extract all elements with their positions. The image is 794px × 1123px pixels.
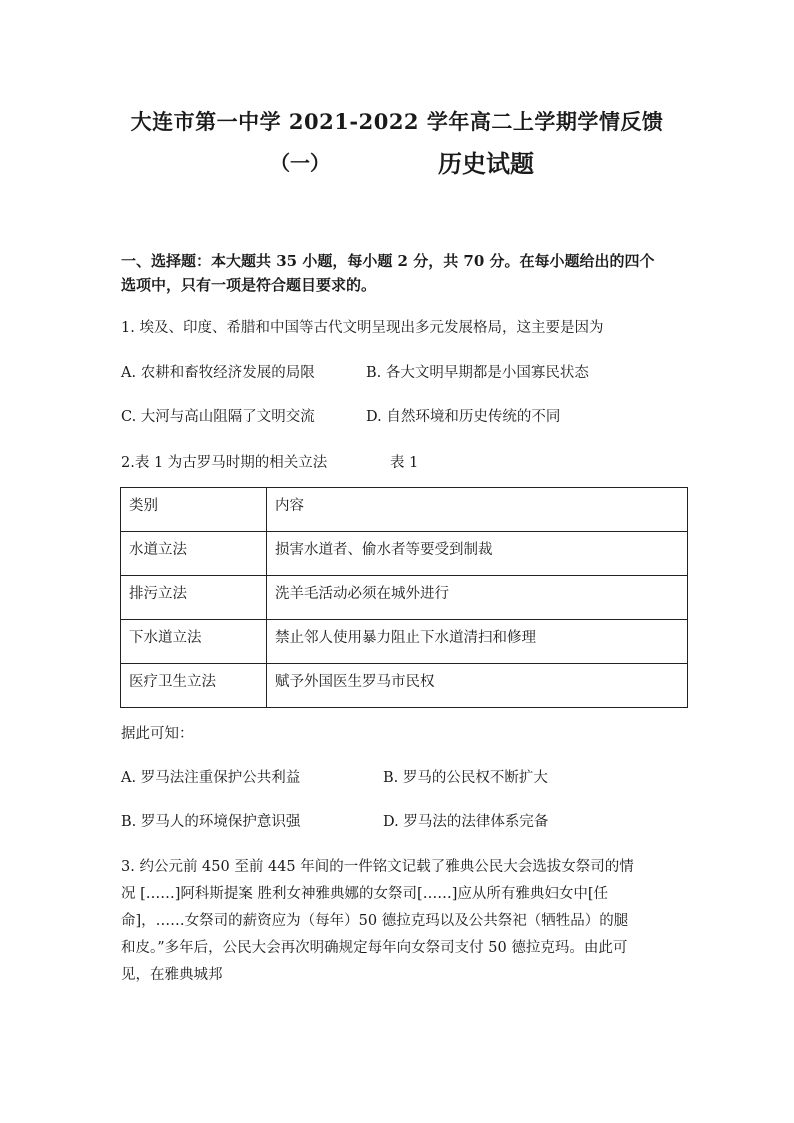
table-row <box>121 532 688 576</box>
q3-line4: 和皮。”多年后，公民大会再次明确规定每年向女祭司支付 50 德拉克玛。由此可 <box>121 940 628 956</box>
exam-subject-title: 历史试题 <box>438 149 534 178</box>
table-cell: 洗羊毛活动必须在城外进行 <box>267 576 688 620</box>
table-cell: 赋予外国医生罗马市民权 <box>267 664 688 708</box>
q2-table-caption: 表 1 <box>390 455 419 471</box>
q1-option-d: D. 自然环境和历史传统的不同 <box>366 409 561 425</box>
q3-line2: 况 [……]阿科斯提案 胜利女神雅典娜的女祭司[……]应从所有雅典妇女中[任 <box>121 886 609 902</box>
q3-line3: 命]，……女祭司的薪资应为（每年）50 德拉克玛以及公共祭祀（牺牲品）的腿 <box>121 913 629 929</box>
table-row <box>121 664 688 708</box>
q2-option-c: B. 罗马人的环境保护意识强 <box>121 814 301 830</box>
table-cell: 水道立法 <box>121 532 267 576</box>
table-row <box>121 576 688 620</box>
q1-stem: 1. 埃及、印度、希腊和中国等古代文明呈现出多元发展格局，这主要是因为 <box>121 320 604 336</box>
table-row <box>121 620 688 664</box>
table-cell: 下水道立法 <box>121 620 267 664</box>
table-cell: 禁止邻人使用暴力阻止下水道清扫和修理 <box>267 620 688 664</box>
section-instructions-line2: 选项中，只有一项是符合题目要求的。 <box>121 276 377 294</box>
legislation-table <box>120 487 688 708</box>
q2-stem: 2.表 1 为古罗马时期的相关立法 <box>121 455 328 471</box>
exam-subtitle-number: （一） <box>270 151 330 175</box>
table-header-row <box>121 488 688 532</box>
table-header-cell: 内容 <box>267 488 688 532</box>
table-header-cell: 类别 <box>121 488 267 532</box>
q1-option-c: C. 大河与高山阻隔了文明交流 <box>121 409 315 425</box>
q2-prompt: 据此可知： <box>121 726 194 742</box>
q2-option-d: D. 罗马法的法律体系完备 <box>383 814 549 830</box>
section-instructions-line1: 一、选择题：本大题共 35 小题，每小题 2 分，共 70 分。在每小题给出的四个 <box>121 252 655 270</box>
q1-option-a: A. 农耕和畜牧经济发展的局限 <box>121 365 315 381</box>
q3-line5: 见，在雅典城邦 <box>121 967 223 983</box>
table-cell: 医疗卫生立法 <box>121 664 267 708</box>
table-cell: 排污立法 <box>121 576 267 620</box>
q2-option-b: B. 罗马的公民权不断扩大 <box>383 770 548 786</box>
q2-option-a: A. 罗马法注重保护公共利益 <box>121 770 301 786</box>
q3-line1: 3. 约公元前 450 至前 445 年间的一件铭文记载了雅典公民大会选拔女祭司的情 <box>121 859 634 875</box>
table-cell: 损害水道者、偷水者等要受到制裁 <box>267 532 688 576</box>
q1-option-b: B. 各大文明早期都是小国寡民状态 <box>366 365 589 381</box>
exam-title: 大连市第一中学 2021-2022 学年高二上学期学情反馈 <box>130 109 664 134</box>
